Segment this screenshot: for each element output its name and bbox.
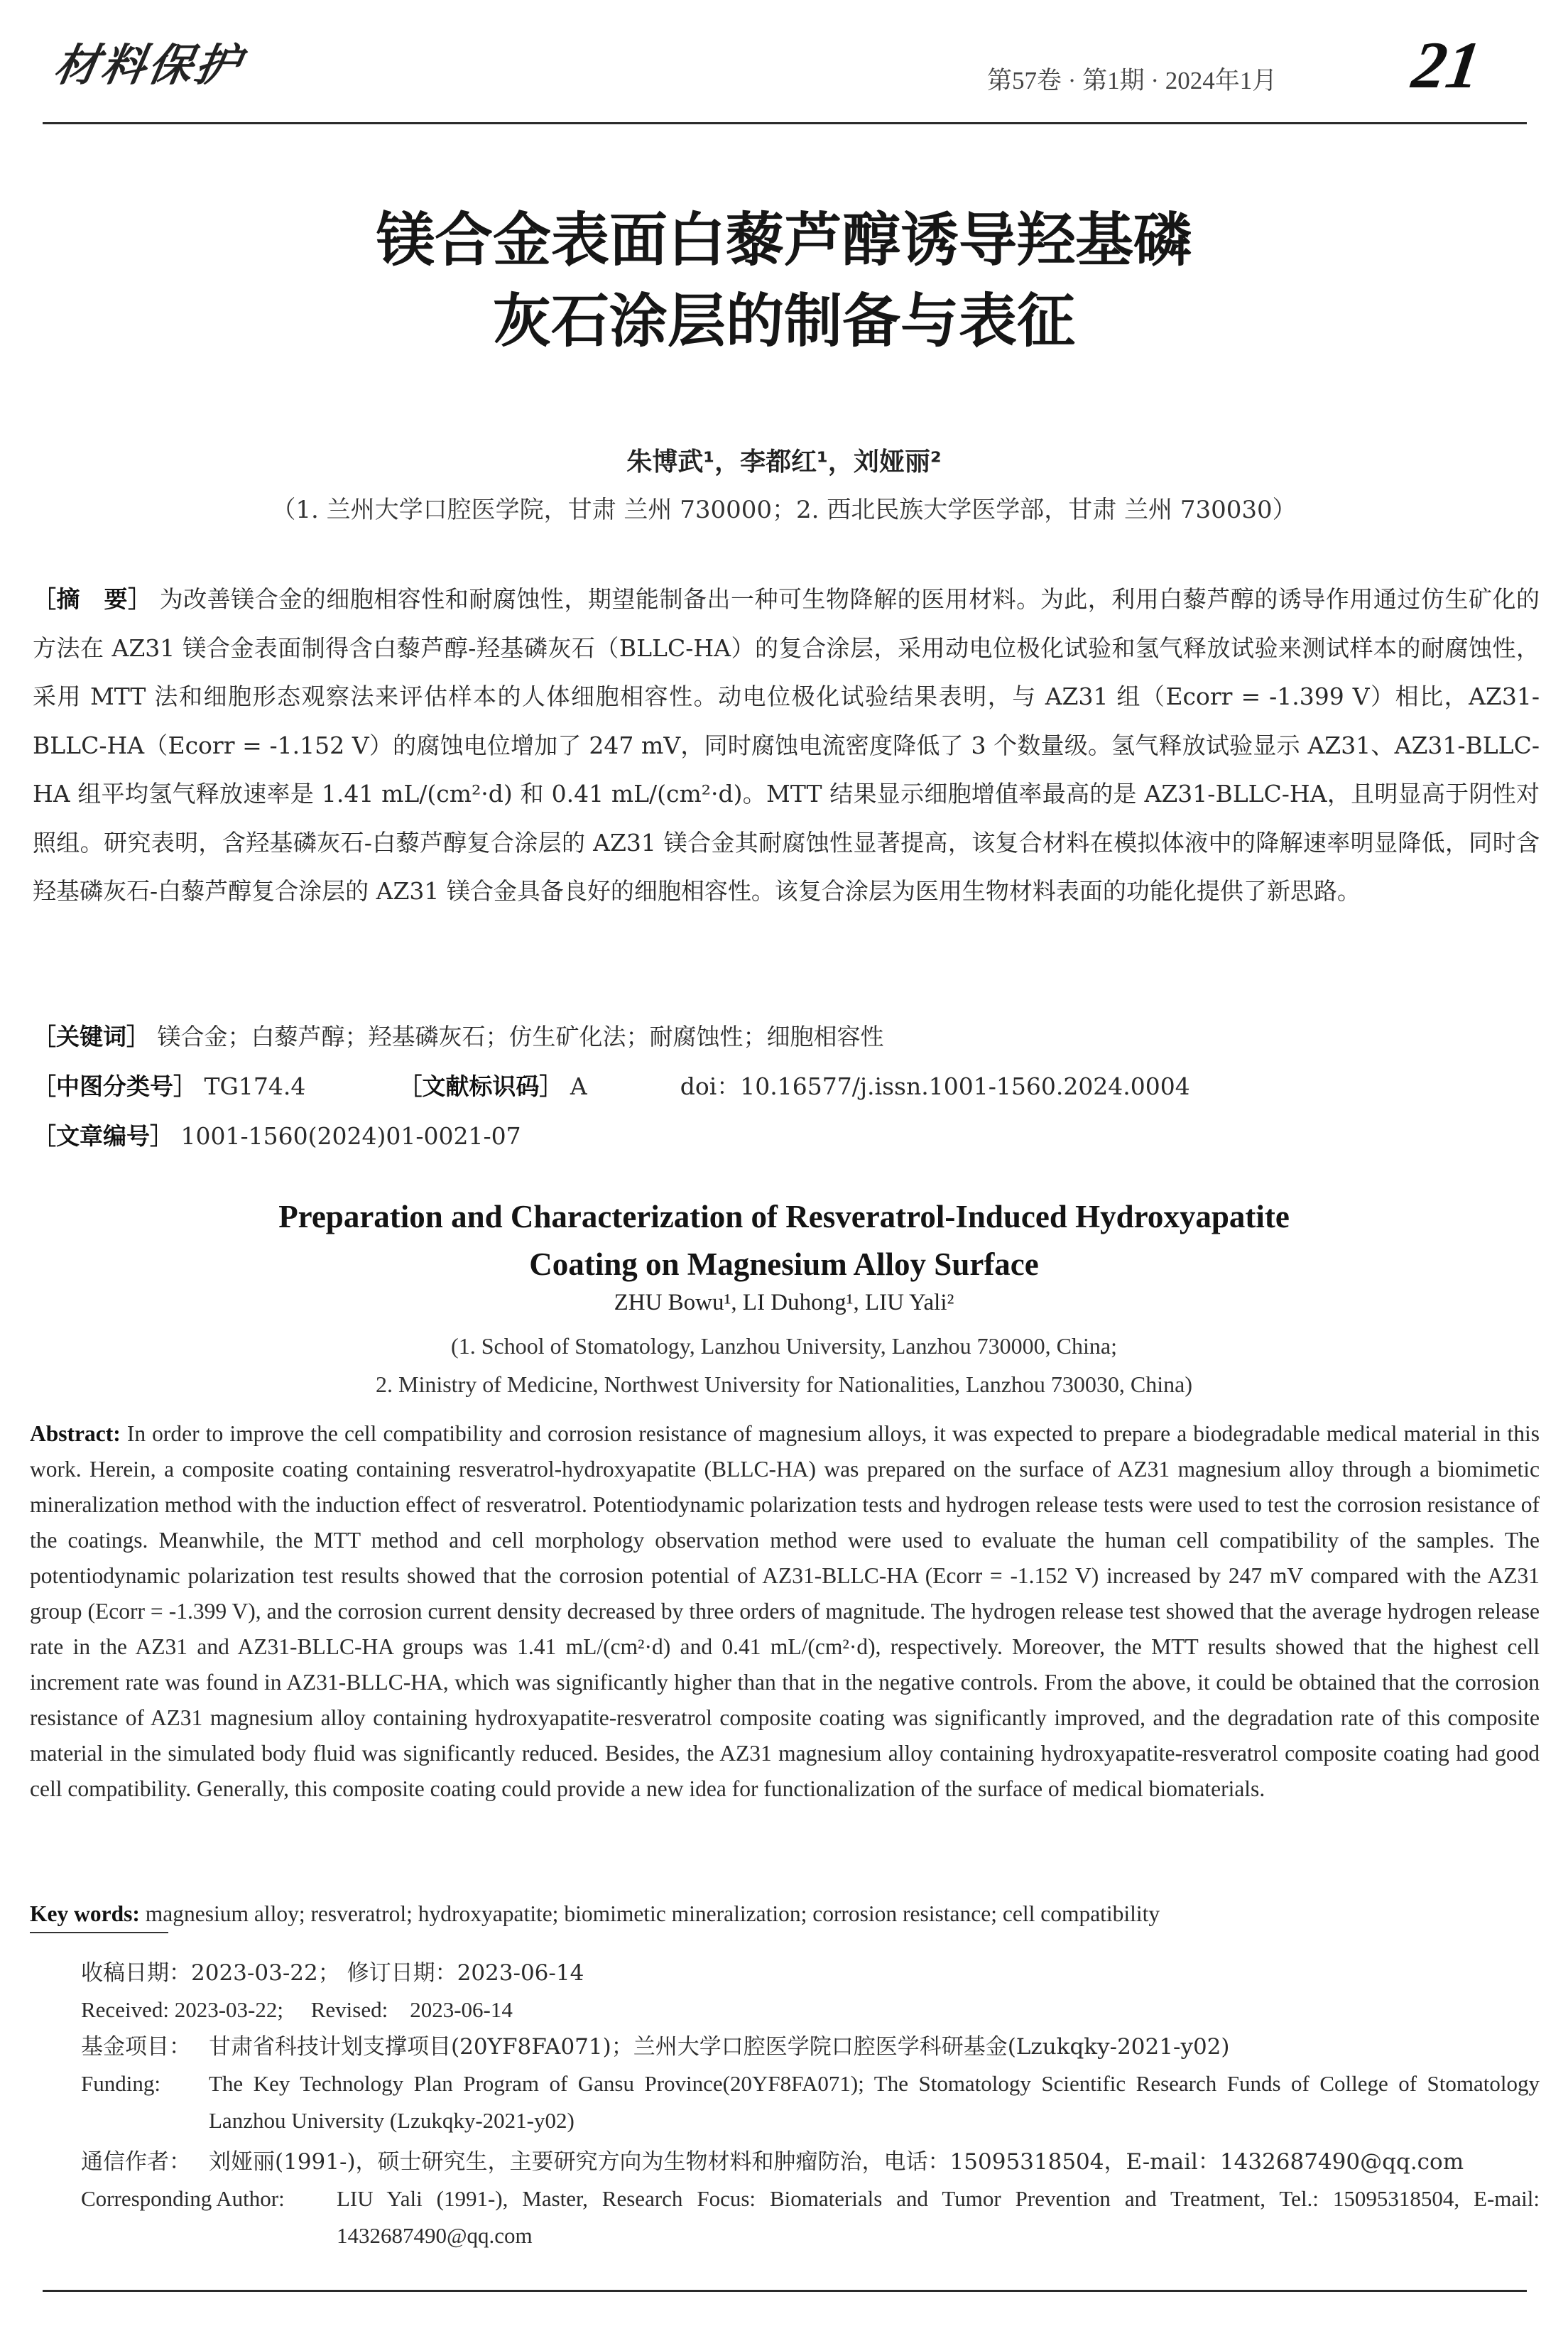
received-cn-label: 收稿日期：	[81, 1960, 191, 1986]
corresponding-cn-text: 刘娅丽(1991-)，硕士研究生，主要研究方向为生物材料和肿瘤防治，电话：15095318504，E-mail：1432687490@qq.com	[209, 2149, 1464, 2175]
chinese-title-line-2: 灰石涂层的制备与表征	[492, 288, 1075, 355]
english-affiliation-line-2: 2. Ministry of Medicine, Northwest University for Nationalities, Lanzhou 730030, China)	[375, 1371, 1192, 1397]
article-number-label: ［文章编号］	[33, 1122, 173, 1150]
received-en-row	[81, 1992, 1540, 2028]
fund-cn-label: 基金项目：	[81, 2034, 191, 2060]
english-title-line-1: Preparation and Characterization of Resveratrol-Induced Hydroxyapatite	[278, 1199, 1290, 1234]
english-keywords-text: magnesium alloy; resveratrol; hydroxyapatite; biomimetic mineralization; corrosion resistance; cell compatibility	[145, 1901, 1160, 1926]
chinese-abstract-text: 为改善镁合金的细胞相容性和耐腐蚀性，期望能制备出一种可生物降解的医用材料。为此，利用白藜芦醇的诱导作用通过仿生矿化的方法在 AZ31 镁合金表面制得含白藜芦醇-羟基磷灰石（BLLC-HA）的复合涂层，采用动电位极化试验和氢气释放试验来测试样本的耐腐蚀性，采用 MTT 法和细胞形态观察法来评估样本的人体细胞相容性。动电位极化试验结果表明，与 AZ31 组（Ecorr = -1.399 V）相比，AZ31-BLLC-HA（Ecorr = -1.152 V）的腐蚀电位增加了 247 mV，同时腐蚀电流密度降低了 3 个数量级。氢气释放试验显示 AZ31、AZ31-BLLC-HA 组平均氢气释放速率是 1.41 mL/(cm²·d) 和 0.41 mL/(cm²·d)。MTT 结果显示细胞增值率最高的是 AZ31-BLLC-HA，且明显高于阴性对照组。研究表明，含羟基磷灰石-白藜芦醇复合涂层的 AZ31 镁合金其耐腐蚀性显著提高，该复合材料在模拟体液中的降解速率明显降低，同时含羟基磷灰石-白藜芦醇复合涂层的 AZ31 镁合金具备良好的细胞相容性。该复合涂层为医用生物材料表面的功能化提供了新思路。	[33, 585, 1540, 905]
corresponding-en-text: LIU Yali (1991-), Master, Research Focus: Biomaterials and Tumor Prevention and Treatment, Tel.: 15095318504, E-mail: 1432687490@qq.com	[337, 2186, 1540, 2248]
clc-label: ［中图分类号］	[33, 1072, 197, 1100]
document-code-label: ［文献标识码］	[398, 1072, 563, 1100]
corresponding-cn-label: 通信作者：	[81, 2149, 191, 2175]
footer-divider	[43, 2290, 1527, 2292]
article-number-value: 1001-1560(2024)01-0021-07	[180, 1122, 521, 1150]
fund-en-row	[81, 2065, 1540, 2133]
journal-logo: 材料保护	[50, 39, 247, 91]
english-affiliation	[0, 1327, 1568, 1403]
page-number: 21	[1408, 28, 1486, 102]
doi-text: doi：10.16577/j.issn.1001-1560.2024.0004	[680, 1072, 1190, 1100]
revised-en-label: Revised:	[310, 1997, 388, 2022]
chinese-abstract-label: ［摘 要］	[33, 585, 152, 613]
english-abstract	[30, 1416, 1540, 1807]
received-en-date: 2023-03-22;	[174, 1997, 283, 2022]
corresponding-en-row	[81, 2180, 1540, 2248]
english-title	[0, 1193, 1568, 1288]
fund-en-label: Funding:	[81, 2071, 160, 2096]
received-cn-row	[81, 1955, 1540, 1992]
issue-info: 第57卷 · 第1期 · 2024年1月	[987, 67, 1278, 94]
received-cn-date: 2023-03-22；	[191, 1960, 340, 1986]
chinese-title	[0, 200, 1568, 362]
chinese-title-line-1: 镁合金表面白藜芦醇诱导羟基磷	[376, 207, 1192, 274]
english-title-line-2: Coating on Magnesium Alloy Surface	[529, 1246, 1039, 1282]
revised-cn-label: 修订日期：	[347, 1960, 457, 1986]
corresponding-cn-row	[81, 2143, 1540, 2180]
english-keywords-label: Key words:	[30, 1901, 140, 1926]
revised-cn-date: 2023-06-14	[457, 1960, 584, 1986]
article-number-row	[33, 1118, 1540, 1151]
chinese-authors: 朱博武¹，李都红¹，刘娅丽²	[626, 447, 942, 477]
corresponding-en-label: Corresponding Author:	[81, 2186, 285, 2211]
english-authors: ZHU Bowu¹, LI Duhong¹, LIU Yali²	[614, 1290, 954, 1315]
chinese-keywords-label: ［关键词］	[33, 1023, 150, 1050]
fund-cn-text: 甘肃省科技计划支撑项目(20YF8FA071)；兰州大学口腔医学院口腔医学科研基金(Lzukqky-2021-y02)	[209, 2034, 1230, 2060]
received-en-label: Received:	[81, 1997, 169, 2022]
chinese-keywords	[33, 1018, 1540, 1052]
clc-value: TG174.4	[204, 1072, 306, 1100]
english-keywords	[30, 1901, 1540, 1927]
english-abstract-text: In order to improve the cell compatibility and corrosion resistance of magnesium alloys, it was expected to prepare a biodegradable medical material in this work. Herein, a composite coating containing resveratrol-hydroxyapatite (BLLC-HA) was prepared on the surface of AZ31 magnesium alloy through a biomimetic mineralization method with the induction effect of resveratrol. Potentiodynamic polarization tests and hydrogen release tests were used to test the corrosion resistance of the coatings. Meanwhile, the MTT method and cell morphology observation method were used to evaluate the human cell compatibility of the samples. The potentiodynamic polarization test results showed that the corrosion potential of AZ31-BLLC-HA (Ecorr = -1.152 V) increased by 247 mV compared with the AZ31 group (Ecorr = -1.399 V), and the corrosion current density decreased by three orders of magnitude. The hydrogen release test showed that the average hydrogen release rate in the AZ31 and AZ31-BLLC-HA groups was 1.41 mL/(cm²·d) and 0.41 mL/(cm²·d), respectively. Moreover, the MTT results showed that the highest cell increment rate was found in AZ31-BLLC-HA, which was significantly higher than that in the negative controls. From the above, it could be obtained that the corrosion resistance of AZ31 magnesium alloy containing hydroxyapatite-resveratrol composite coating was significantly improved, and the degradation rate of this composite material in the simulated body fluid was significantly reduced. Besides, the AZ31 magnesium alloy containing hydroxyapatite-resveratrol composite coating had good cell compatibility. Generally, this composite coating could provide a new idea for functionalization of the surface of medical biomaterials.	[30, 1421, 1540, 1801]
document-code-value: A	[570, 1072, 587, 1100]
revised-en-date: 2023-06-14	[410, 1997, 513, 2022]
chinese-keywords-text: 镁合金；白藜芦醇；羟基磷灰石；仿生矿化法；耐腐蚀性；细胞相容性	[157, 1023, 884, 1050]
chinese-abstract	[33, 575, 1540, 916]
english-affiliation-line-1: (1. School of Stomatology, Lanzhou University, Lanzhou 730000, China;	[451, 1333, 1117, 1359]
english-abstract-label: Abstract:	[30, 1421, 121, 1446]
fund-en-text: The Key Technology Plan Program of Gansu Province(20YF8FA071); The Stomatology Scientific Research Funds of College of Stomatology Lanzhou University (Lzukqky-2021-y02)	[209, 2071, 1540, 2133]
chinese-affiliation: （1. 兰州大学口腔医学院，甘肃 兰州 730000；2. 西北民族大学医学部，甘肃 兰州 730030）	[271, 496, 1297, 524]
classification-row	[33, 1068, 1540, 1102]
header-divider	[43, 122, 1527, 124]
keywords-divider	[30, 1932, 168, 1933]
fund-cn-row	[81, 2028, 1540, 2065]
